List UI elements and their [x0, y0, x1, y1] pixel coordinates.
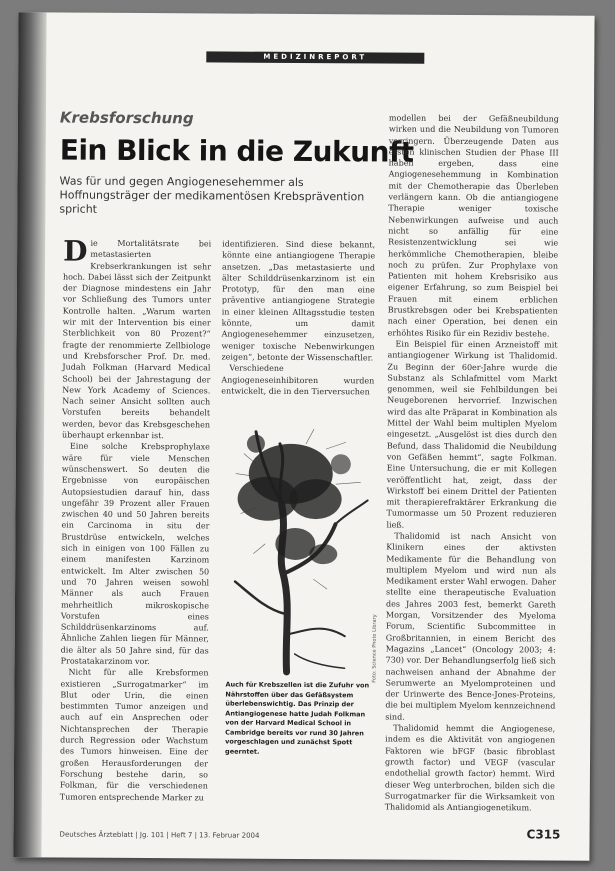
paragraph: Nicht für alle Krebsformen existieren „Surrogatmarker“ im Blut oder Urin, die einen bestimmten Tumor anzeigen und auch auf ein Ansprechen oder Nichtansprechen der Therapie durch Regression oder Wachstum des Tumors hinweisen. Eine der großen Herausforderungen der Forschung bestehe darin, so Folkman, für die verschiedenen Tumoren entsprechende Marker zu	[59, 667, 209, 802]
binding-gutter	[13, 12, 46, 857]
paragraph: Eine solche Krebsprophylaxe wäre für viele Menschen wünschenswert. So deuten die Ergebnisse von europäischen Autopsiestudien darauf hin, dass ungefähr 39 Prozent aller Frauen zwischen 40 und 50 Jahren bereits ein Carcinoma in situ der Brustdrüse entwickeln, welches sich in einigen von 100 Fällen zu einem manifesten Karzinom entwickelt. Im Alter zwischen 50 und 70 Jahren weisen sowohl Männer als auch Frauen mehrheitlich mikroskopische Vorstufen eines Schilddrüsenkarzinoms auf. Ähnliche Zahlen liegen für Männer, die älter als 50 Jahre sind, für das Prostatakarzinom vor.	[60, 441, 210, 667]
page-number: C315	[526, 827, 561, 842]
paragraph: Thalidomid hemmt die Angiogenese, indem es die Aktivität von angiogenen Faktoren wie bFGF (basic fibroblast growth factor) und VEGF (vascular endothelial growth factor) hemmt. Wird dieser Weg unterbrochen, bilden sich die Surrogatmarker für die Wirksamkeit von Thalidomid als Antiangiogenetikum.	[384, 723, 556, 813]
magazine-page	[13, 12, 594, 861]
paragraph	[61, 234, 212, 442]
page-footer: Deutsches Ärzteblatt | Jg. 101 | Heft 7 | 13. Februar 2004	[59, 830, 260, 840]
article-subtitle: Was für und gegen Angiogenesehemmer als Hoffnungsträger der medikamentösen Krebsprävention spricht	[59, 174, 365, 216]
paragraph: Thalidomid ist nach Ansicht von Klinikern eines der aktivsten Medikamente für die Behandlung von multiplem Myelom und wird nun als Medikament erster Wahl erwogen. Daher stellte eine therapeutische Evaluation des Jahres 2003 fest, bemerkt Gareth Morgan, Vorsitzender des Myeloma Forum, Scientific Subcommittee in Großbritannien, in einem Bericht des Magazins „Lancet“ (Oncology 2003; 4: 730) vor. Der Behandlungserfolg ließ sich nachweisen anhand der Abnahme der Serumwerte an Myelomproteinen und der Urinwerte des Bence-Jones-Proteins, die bei multiplem Myelom kennzeichnend sind.	[385, 531, 557, 722]
text-column-middle	[221, 238, 376, 397]
photo-caption: Auch für Krebszellen ist die Zufuhr von Nährstoffen über das Gefäßsystem überlebenswichtig. Das Prinzip der Antiangiogenese hatte Judah Folkman von der Harvard Medical School in Cambridge bereits vor rund 30 Jahren vorgeschlagen und zunächst Spott geerntet.	[225, 680, 370, 756]
photo-credit: Foto: Science Photo Library	[371, 614, 378, 683]
drop-cap: D	[63, 234, 88, 268]
paragraph: Ein Beispiel für einen Arzneistoff mit antiangiogener Wirkung ist Thalidomid. Zu Beginn der 60er-Jahre wurde die Substanz als Schlafmittel vom Markt genommen, weil sie Fehlbildungen bei Neugeborenen hervorrief. Inzwischen wird das alte Präparat in Kombination als Mittel der Wahl beim multiplen Myelom eingesetzt. „Ausgelöst ist dies durch den Befund, dass Thalidomid die Neubildung von Gefäßen hemmt“, sagte Folkman. Eine Untersuchung, die er mit Kollegen veröffentlicht hat, zeigt, dass der Wirkstoff bei einem Drittel der Patienten mit therapierefraktärer Erkrankung die Tumormasse um 50 Prozent reduzieren ließ.	[386, 339, 558, 530]
paragraph: Verschiedene Angiogeneseinhibitoren wurden entwickelt, die in den Tierversuchen	[221, 363, 375, 397]
text-column-right	[385, 113, 559, 832]
section-label: MEDIZINREPORT	[206, 51, 424, 63]
paragraph: modellen bei der Gefäßneubildung wirken und die Neubildung von Tumoren verringern. Überzeugende Daten aus ersten klinischen Studien der Phase III haben ergeben, dass eine Angiogenesehemmung in Kombination mit der Chemotherapie das Überleben verlängern kann. Ob die antiangiogene Therapie weniger toxische Nebenwirkungen aufweise und auch nicht so anfällig für eine Resistenzentwicklung sei wie herkömmliche Chemotherapien, bleibe noch zu prüfen. Zur Prophylaxe von Patienten mit hohem Krebsrisiko aus eigener Erfahrung, so zum Beispiel bei Frauen mit einem erblichen Brustkrebsgen oder bei Krebspatienten nach einer Operation, bei denen ein erhöhtes Risiko für ein Rezidiv bestehe.	[387, 113, 559, 339]
paragraph: identifizieren. Sind diese bekannt, könnte eine antiangiogene Therapie ansetzen. „Das metastasierte und älter Schilddrüsenkarzinom ist ein Prototyp, für den man eine präventive antiangiogene Strategie in einer kleinen Alltagsstudie testen könnte, um damit Angiogenesehemmer einzusetzen, weniger toxische Nebenwirkungen zeigen“, betonte der Wissenschaftler.	[221, 239, 376, 363]
article-kicker: Krebsforschung	[59, 108, 194, 128]
tumor-blood-vessel-photo	[195, 403, 382, 674]
text-column-left	[59, 234, 212, 829]
paragraph-text: ie Mortalitätsrate bei metastasierten Krebserkrankungen ist sehr hoch. Dabei lässt sich der Zeitpunkt der Diagnose mindestens ein Jahr vor Schließung des Tumors unter Kontrolle halten. „Warum warten wir mit der Intervention bis einer Sterblichkeit von 80 Prozent?“ fragte der renommierte Zellbiologe und Krebsforscher Prof. Dr. med. Judah Folkman (Harvard Medical School) bei der Jahrestagung der New York Academy of Sciences. Nach seiner Ansicht sollten auch Vorstufen bereits behandelt werden, bevor das Krebsgeschehen überhaupt erkennbar ist.	[61, 238, 212, 441]
article-headline: Ein Blick in die Zukunft	[59, 133, 414, 169]
